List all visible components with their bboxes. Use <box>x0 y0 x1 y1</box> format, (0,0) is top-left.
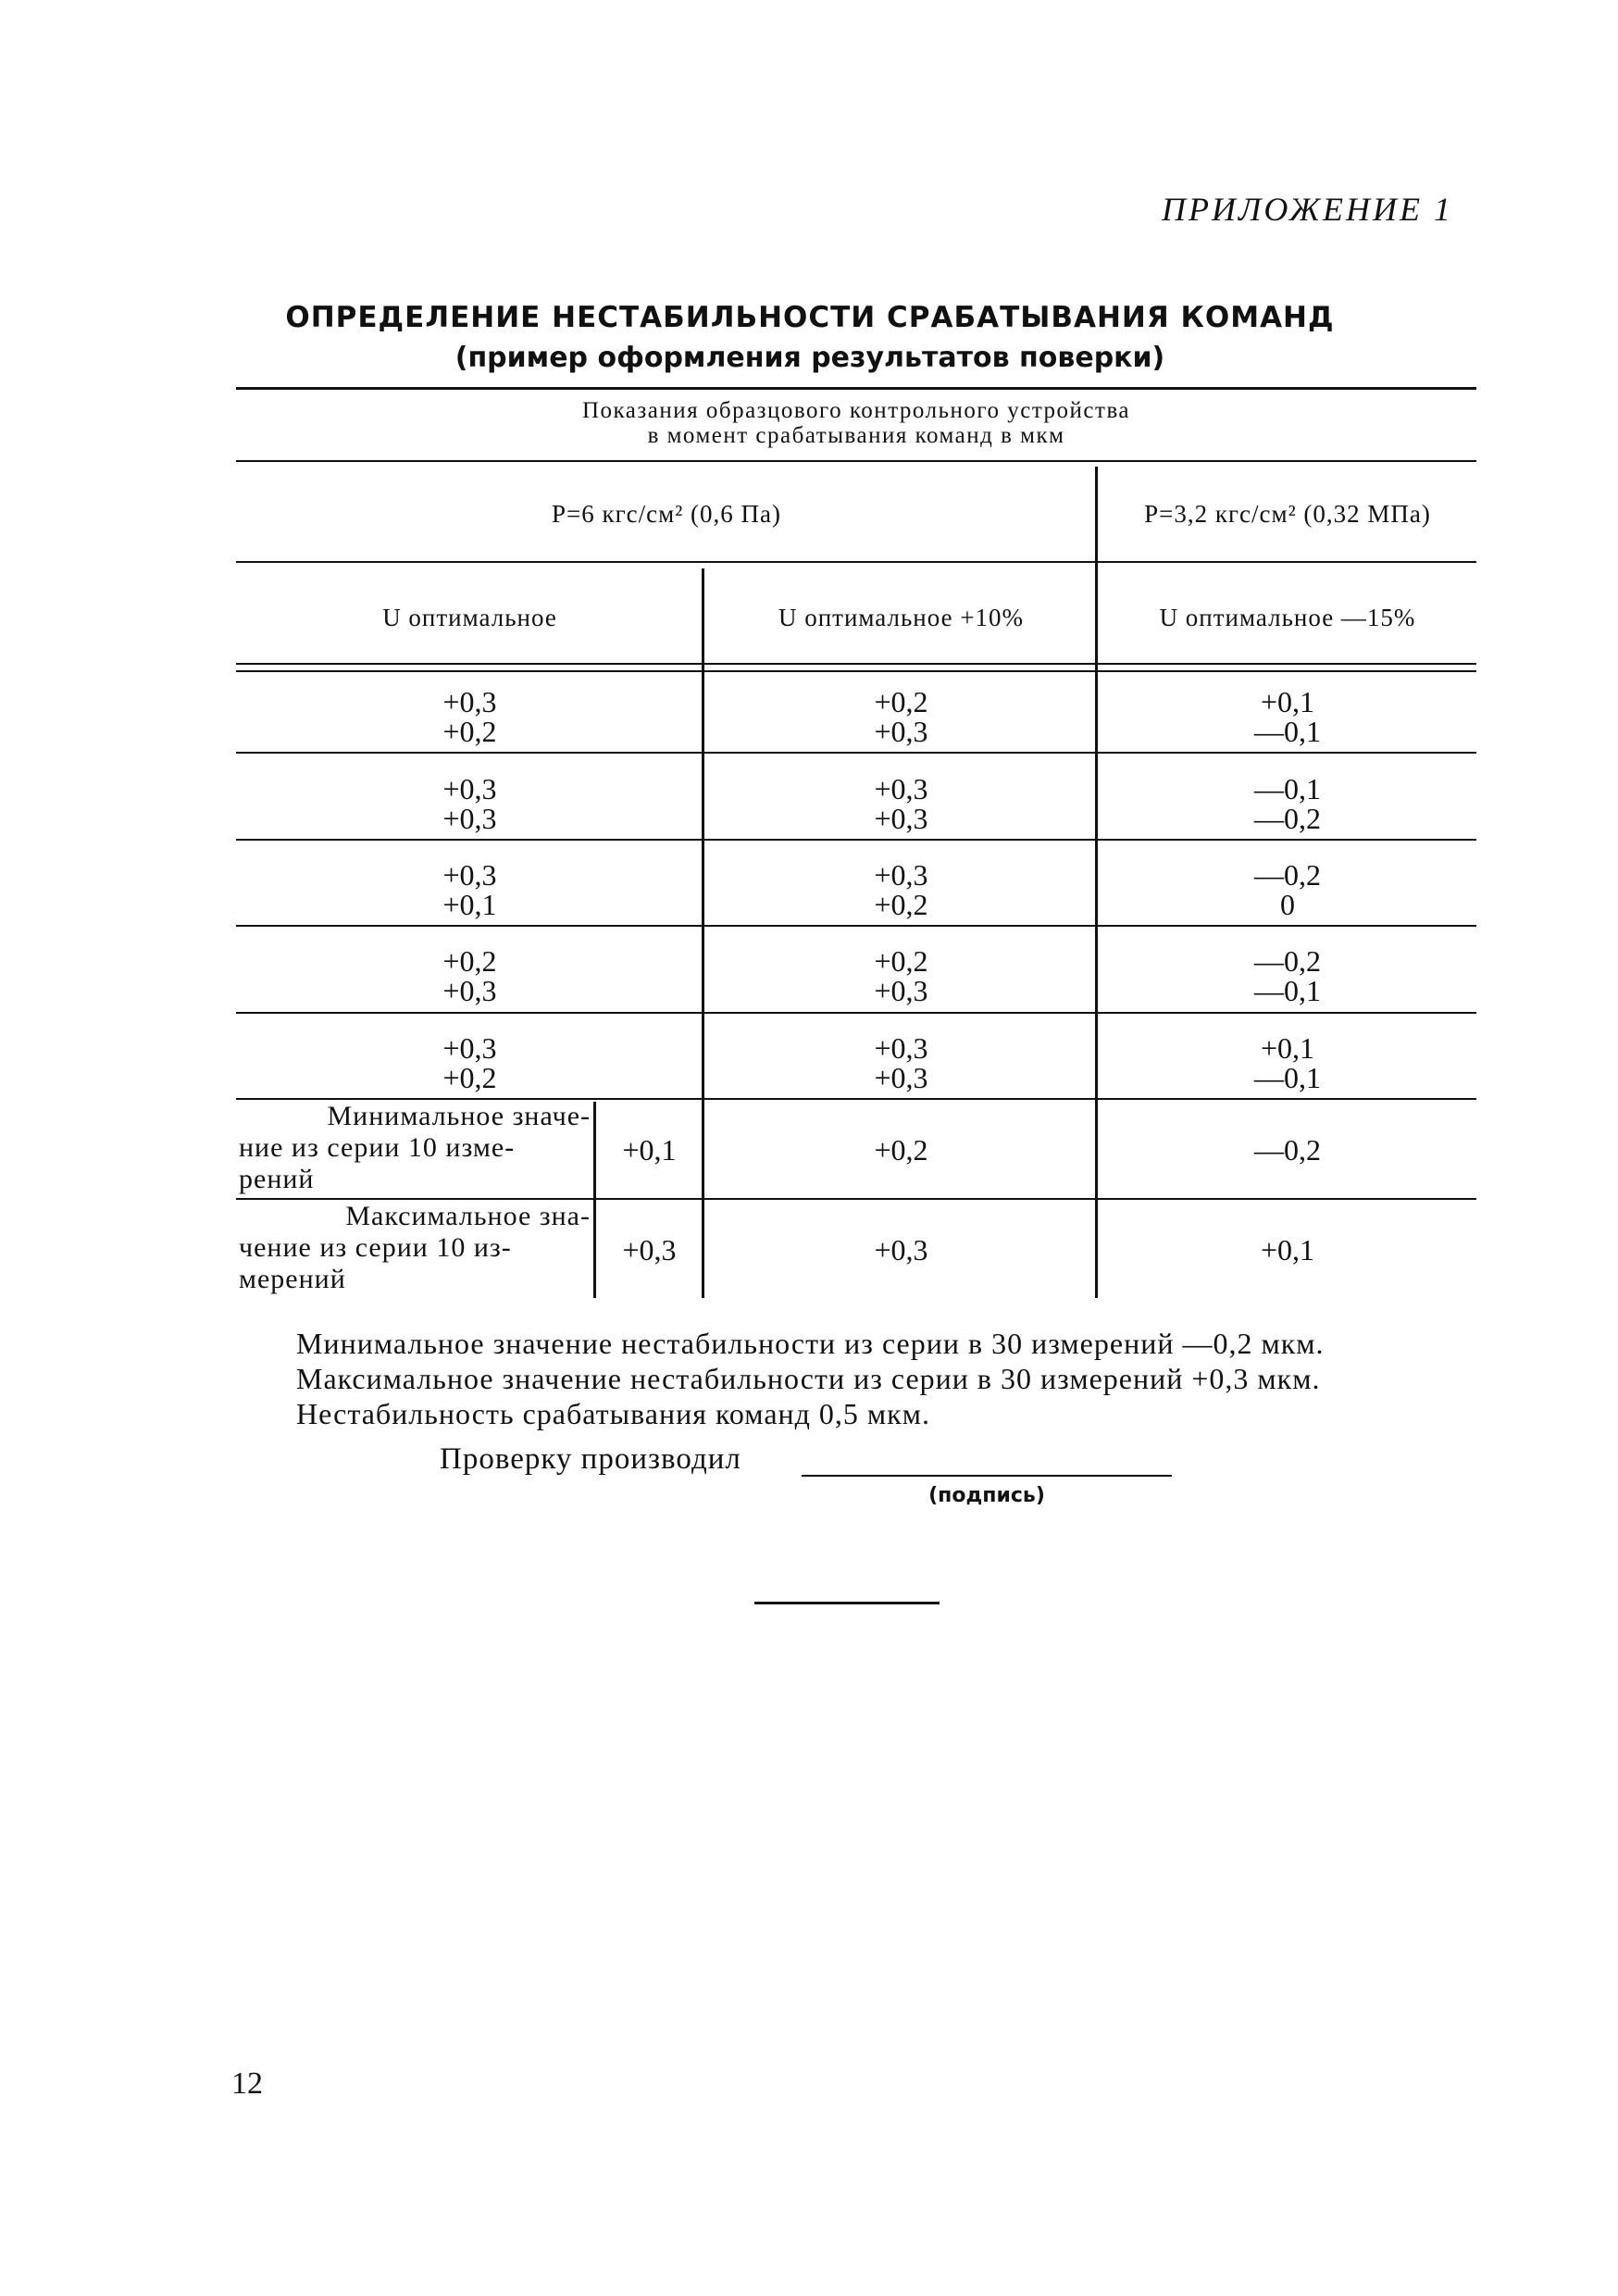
signature-label: Проверку производил <box>440 1442 741 1476</box>
max-value-col-2: +0,3 <box>874 1233 928 1267</box>
table-cell: +0,1 —0,1 <box>1254 1031 1321 1094</box>
table-cell: +0,3 +0,2 <box>442 685 497 748</box>
column-header-2: U оптимальное +10% <box>778 604 1025 631</box>
column-header-3: U оптимальное —15% <box>1159 604 1416 631</box>
summary-instability: Нестабильность срабатывания команд 0,5 мкм. <box>296 1397 930 1430</box>
column-header-1: U оптимальное <box>382 604 557 631</box>
signature-caption: (подпись) <box>928 1484 1045 1507</box>
table-cell: +0,2 +0,3 <box>874 944 928 1007</box>
table-top-rule <box>236 387 1476 390</box>
row-rule <box>236 925 1476 927</box>
document-subtitle: (пример оформления результатов поверки) <box>454 342 1165 374</box>
table-cell: +0,2 +0,3 <box>874 685 928 748</box>
table-cell: +0,3 +0,1 <box>442 858 497 921</box>
closing-rule <box>754 1602 940 1604</box>
table-cell: —0,2 —0,1 <box>1254 944 1321 1007</box>
summary-min: Минимальное значение нестабильности из серии в 30 измерений —0,2 мкм. <box>296 1327 1325 1360</box>
row-rule <box>236 1012 1476 1014</box>
caption-rule <box>236 460 1476 462</box>
table-cell: —0,1 —0,2 <box>1254 772 1321 835</box>
pressure-header-2: P=3,2 кгс/см² (0,32 МПа) <box>1144 500 1431 528</box>
summary-max: Максимальное значение нестабильности из серии в 30 измерений +0,3 мкм. <box>296 1362 1321 1395</box>
min-value-col-3: —0,2 <box>1254 1133 1321 1167</box>
max-row-label: Максимальное зна- чение из серии 10 из- мерений <box>239 1201 591 1294</box>
table-cell: +0,3 +0,2 <box>874 858 928 921</box>
min-row-label: Минимальное значе- ние из серии 10 изме- рений <box>239 1101 591 1194</box>
table-cell: +0,3 +0,3 <box>874 1031 928 1094</box>
table-caption-line-2: в момент срабатывания команд в мкм <box>647 423 1065 448</box>
document-title: ОПРЕДЕЛЕНИЕ НЕСТАБИЛЬНОСТИ СРАБАТЫВАНИЯ КОМАНД <box>285 301 1335 334</box>
row-rule <box>236 1098 1476 1100</box>
max-value-col-1: +0,3 <box>622 1233 677 1267</box>
row-rule <box>236 1198 1476 1200</box>
header-rule-a <box>236 663 1476 665</box>
table-caption <box>236 398 1476 448</box>
max-value-col-3: +0,1 <box>1260 1233 1315 1267</box>
pressure-header-1: P=6 кгс/см² (0,6 Па) <box>551 500 782 528</box>
table-caption-line-1: Показания образцового контрольного устройства <box>581 398 1131 423</box>
table-cell: +0,1 —0,1 <box>1254 685 1321 748</box>
appendix-heading: ПРИЛОЖЕНИЕ 1 <box>1162 191 1453 228</box>
signature-line <box>802 1475 1172 1477</box>
table-cell: +0,2 +0,3 <box>442 944 497 1007</box>
page-number: 12 <box>231 2066 263 2101</box>
row-rule <box>236 839 1476 841</box>
min-value-col-2: +0,2 <box>874 1133 928 1167</box>
column-divider-left <box>702 568 704 1298</box>
label-divider <box>593 1102 596 1298</box>
row-rule <box>236 752 1476 754</box>
pressure-rule <box>236 561 1476 563</box>
table-cell: +0,3 +0,3 <box>442 772 497 835</box>
table-cell: +0,3 +0,2 <box>442 1031 497 1094</box>
table-cell: —0,2 0 <box>1254 858 1321 921</box>
header-rule-b <box>236 670 1476 672</box>
min-value-col-1: +0,1 <box>622 1133 677 1167</box>
table-cell: +0,3 +0,3 <box>874 772 928 835</box>
